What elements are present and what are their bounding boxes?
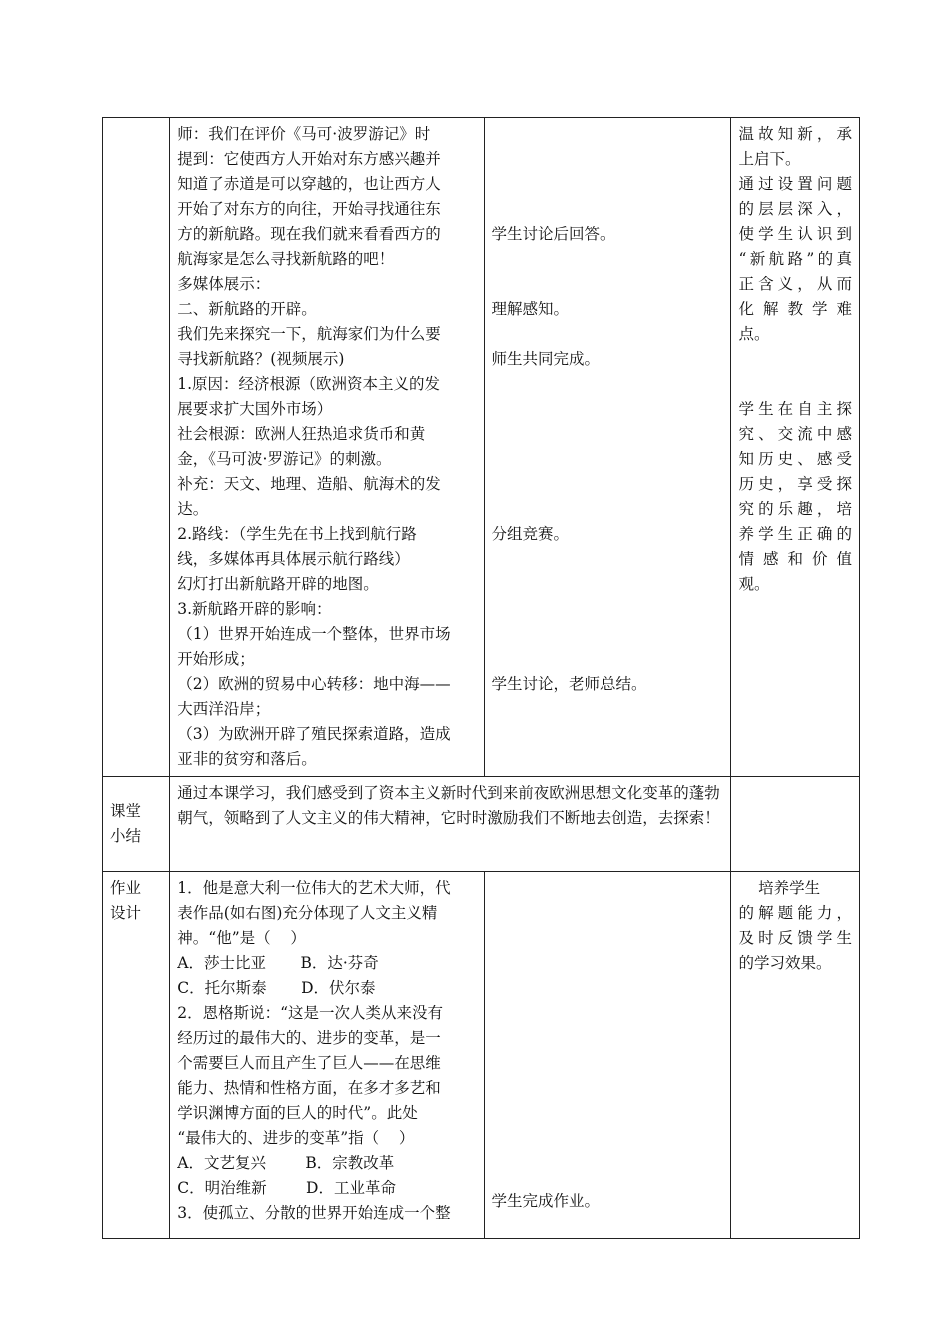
spacer: [492, 197, 724, 222]
homework-intent-line: 培养学生: [738, 879, 821, 897]
intent-text-line: 通过设置问题: [738, 175, 852, 193]
homework-option-line: A．莎士比亚 B．达·芬奇: [177, 954, 379, 972]
intent-text-line: 情感和价值: [738, 550, 852, 568]
spacer: [492, 447, 724, 472]
summary-intent-cell-empty: [731, 777, 860, 872]
lesson-plan-table: [102, 117, 860, 1239]
spacer: [492, 547, 724, 572]
homework-intent-line: 及时反馈学生: [738, 929, 852, 947]
intent-text-line: 点。: [738, 325, 770, 343]
teacher-text-line: 我们先来探究一下，航海家们为什么要: [177, 325, 441, 343]
intent-text-line: 化解教学难: [738, 300, 852, 318]
spacer: [492, 597, 724, 622]
intent-text-line: “新航路”的真: [738, 250, 852, 268]
intent-text-line: 上启下。: [738, 150, 801, 168]
spacer: [738, 347, 852, 372]
homework-option-line: A．文艺复兴 B．宗教改革: [177, 1154, 395, 1172]
teacher-text-line: 展要求扩大国外市场）: [177, 400, 333, 418]
homework-text-line: 1．他是意大利一位伟大的艺术大师，代: [177, 879, 451, 897]
homework-text-line: 经历过的最伟大的、进步的变革，是一: [177, 1029, 441, 1047]
intent-text-line: 温故知新，承: [738, 125, 852, 143]
spacer: [492, 147, 724, 172]
spacer: [492, 397, 724, 422]
row-label-homework-line2: 设计: [110, 904, 142, 922]
student-activity-cell: [484, 118, 731, 777]
intent-text-line: 使学生认识到: [738, 225, 852, 243]
homework-intent-line: 的解题能力，: [738, 904, 852, 922]
row-label-cell: [103, 872, 170, 1239]
class-summary-text: 通过本课学习，我们感受到了资本主义新时代到来前夜欧洲思想文化变革的蓬勃朝气，领略到了人文主义的伟大精神，它时时激励我们不断地去创造，去探索！: [177, 784, 720, 827]
design-intent-cell: [731, 118, 860, 777]
teacher-text-line: 大西洋沿岸；: [177, 700, 271, 718]
intent-text-line: 历史，享受探: [738, 475, 852, 493]
student-activity-complete-together: 师生共同完成。: [491, 350, 601, 368]
spacer: [492, 876, 724, 1189]
teacher-text-line: 金，《马可波·罗游记》的刺激。: [177, 450, 392, 468]
teacher-text-line: 师：我们在评价《马可·波罗游记》时: [177, 125, 431, 143]
homework-text-line: 学识渊博方面的巨人的时代”。此处: [177, 1104, 418, 1122]
homework-intent-cell: [731, 872, 860, 1239]
row-label-homework-line1: 作业: [110, 879, 142, 897]
homework-student-cell: [484, 872, 731, 1239]
teacher-text-line: 二、新航路的开辟。: [177, 300, 317, 318]
teacher-text-line: 方的新航路。现在我们就来看看西方的: [177, 225, 441, 243]
row-label-cell: [103, 777, 170, 872]
homework-option-line: C．明治维新 D．工业革命: [177, 1179, 396, 1197]
student-activity-homework: 学生完成作业。: [491, 1192, 601, 1210]
teacher-text-line: 社会根源：欧洲人狂热追求货币和黄: [177, 425, 426, 443]
teacher-text-line: 线，多媒体再具体展示航行路线）: [177, 550, 410, 568]
intent-text-line: 究、交流中感: [738, 425, 852, 443]
spacer: [492, 247, 724, 272]
teacher-text-line: 开始了对东方的向往，开始寻找通往东: [177, 200, 441, 218]
intent-text-line: 的层层深入，: [738, 200, 852, 218]
homework-text-line: 个需要巨人而且产生了巨人——在思维: [177, 1054, 441, 1072]
spacer: [492, 622, 724, 647]
student-activity-discuss-summary: 学生讨论，老师总结。: [491, 675, 647, 693]
student-activity-understand: 理解感知。: [491, 300, 570, 318]
intent-text-line: 正含义，从而: [738, 275, 852, 293]
teacher-text-line: （3）为欧洲开辟了殖民探索道路，造成: [177, 725, 451, 743]
intent-text-line: 养学生正确的: [738, 525, 852, 543]
homework-cell: [170, 872, 484, 1239]
spacer: [492, 497, 724, 522]
student-activity-group-compete: 分组竞赛。: [491, 525, 570, 543]
row-label-summary-line2: 小结: [110, 827, 142, 845]
homework-intent-line: 的学习效果。: [738, 954, 832, 972]
teacher-text-line: 幻灯打出新航路开辟的地图。: [177, 575, 379, 593]
teacher-text-line: 补充：天文、地理、造船、航海术的发: [177, 475, 441, 493]
row-label-cell-empty: [103, 118, 170, 777]
spacer: [492, 122, 724, 147]
teacher-text-line: 1.原因：经济根源（欧洲资本主义的发: [177, 375, 441, 393]
spacer: [492, 572, 724, 597]
homework-text-line: 能力、热情和性格方面，在多才多艺和: [177, 1079, 441, 1097]
homework-text-line: 2．恩格斯说：“这是一次人类从来没有: [177, 1004, 444, 1022]
teacher-text-line: 知道了赤道是可以穿越的，也让西方人: [177, 175, 441, 193]
spacer: [492, 472, 724, 497]
teacher-text-line: 亚非的贫穷和落后。: [177, 750, 317, 768]
teacher-text-line: （2）欧洲的贸易中心转移：地中海——: [177, 675, 451, 693]
table-row-class-summary: [103, 777, 860, 872]
teacher-activity-cell: [170, 118, 484, 777]
homework-text-line: 表作品(如右图)充分体现了人文主义精: [177, 904, 438, 922]
teacher-text-line: 寻找新航路？(视频展示): [177, 350, 345, 368]
homework-option-line: C．托尔斯泰 D．伏尔泰: [177, 979, 376, 997]
intent-text-line: 学生在自主探: [738, 400, 852, 418]
teacher-text-line: 多媒体展示：: [177, 275, 271, 293]
spacer: [492, 647, 724, 672]
spacer: [492, 272, 724, 297]
intent-text-line: 究的乐趣，培: [738, 500, 852, 518]
teacher-text-line: 2.路线：（学生先在书上找到航行路: [177, 525, 417, 543]
teacher-text-line: 提到：它使西方人开始对东方感兴趣并: [177, 150, 441, 168]
class-summary-cell: [170, 777, 731, 872]
table-row-new-route: [103, 118, 860, 777]
homework-text-line: 3．使孤立、分散的世界开始连成一个整: [177, 1204, 451, 1222]
row-label-summary-line1: 课堂: [110, 802, 142, 820]
teacher-text-line: 3.新航路开辟的影响：: [177, 600, 332, 618]
student-activity-discuss-answer: 学生讨论后回答。: [491, 225, 616, 243]
table-row-homework: [103, 872, 860, 1239]
teacher-text-line: 开始形成；: [177, 650, 255, 668]
teacher-text-line: 达。: [177, 500, 209, 518]
homework-text-line: “最伟大的、进步的变革”指（ ）: [177, 1129, 415, 1147]
spacer: [492, 172, 724, 197]
teacher-text-line: 航海家是怎么寻找新航路的吧！: [177, 250, 395, 268]
spacer: [492, 322, 724, 347]
intent-text-line: 观。: [738, 575, 770, 593]
intent-text-line: 知历史、感受: [738, 450, 852, 468]
spacer: [492, 372, 724, 397]
teacher-text-line: （1）世界开始连成一个整体，世界市场: [177, 625, 451, 643]
spacer: [738, 372, 852, 397]
homework-text-line: 神。“他”是（ ）: [177, 929, 306, 947]
spacer: [492, 422, 724, 447]
